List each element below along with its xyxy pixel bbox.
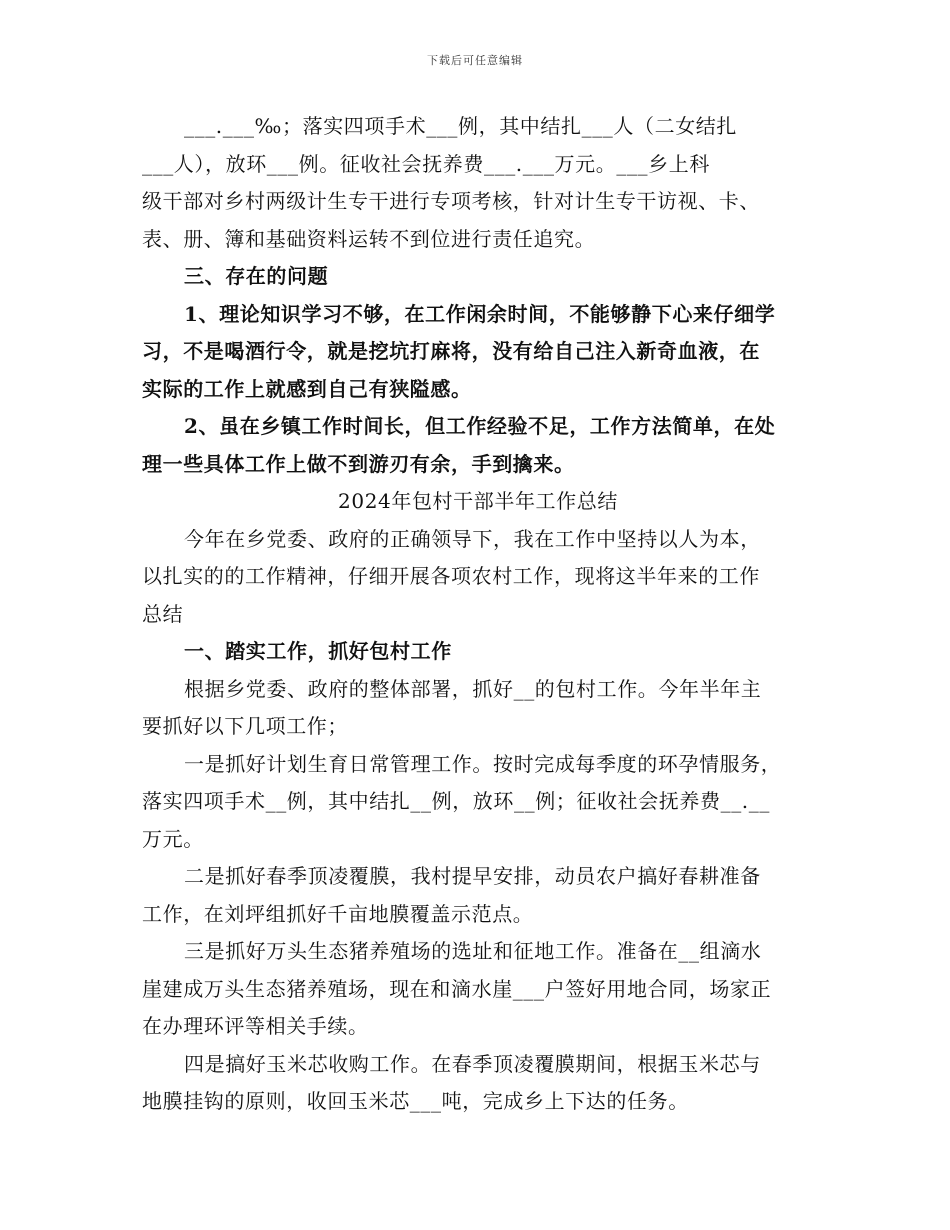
text-line: 在办理环评等相关手续。 [142,1014,369,1038]
text-line: 要抓好以下几项工作； [142,714,348,738]
section-heading: 一、踏实工作，抓好包村工作 [184,639,452,663]
section-heading: 三、存在的问题 [184,264,329,288]
text-line: 一是抓好计划生育日常管理工作。按时完成每季度的环孕情服务， [184,751,782,776]
text-line: 落实四项手术__例，其中结扎__例，放环__例；征收社会抚养费__.__ [142,789,770,813]
text-line: 三是抓好万头生态猪养殖场的选址和征地工作。准备在__组滴水 [184,939,762,963]
text-line: 表、册、簿和基础资料运转不到位进行责任追究。 [142,226,596,251]
text-line: ___人），放环___例。征收社会抚养费___.___万元。___乡上科 [142,151,710,176]
text-line: 理一些具体工作上做不到游刃有余，手到擒来。 [142,451,575,476]
text-line: 万元。 [142,826,204,851]
text-line: 以扎实的的工作精神，仔细开展各项农村工作，现将这半年来的工作 [142,564,760,588]
text-line: 习，不是喝酒行令，就是挖坑打麻将，没有给自己注入新奇血液，在 [142,339,760,363]
text-line: 实际的工作上就感到自己有狭隘感。 [142,376,472,401]
text-line: ___.___‰；落实四项手术___例，其中结扎___人（二女结扎 [184,114,737,138]
text-line: 2、虽在乡镇工作时间长，但工作经验不足，工作方法简单，在处 [184,414,776,438]
text-line: 根据乡党委、政府的整体部署，抓好__的包村工作。今年半年主 [184,676,762,701]
text-line: 级干部对乡村两级计生专干进行专项考核，针对计生专干访视、卡、 [142,189,760,213]
text-line: 1、理论知识学习不够，在工作闲余时间，不能够静下心来仔细学 [184,301,776,326]
text-line: 崖建成万头生态猪养殖场，现在和滴水崖___户签好用地合同，场家正 [142,976,772,1001]
document-body [142,108,814,1121]
page-header: 下载后可任意编辑 [427,54,523,67]
text-line: 四是搞好玉米芯收购工作。在春季顶凌覆膜期间，根据玉米芯与 [184,1051,761,1076]
text-line: 总结 [142,601,184,626]
text-line: 二是抓好春季顶凌覆膜，我村提早安排，动员农户搞好春耕准备 [184,864,761,888]
document-title: 2024年包村干部半年工作总结 [338,489,618,513]
text-line: 工作，在刘坪组抓好千亩地膜覆盖示范点。 [142,901,534,926]
text-line: 今年在乡党委、政府的正确领导下，我在工作中坚持以人为本， [184,526,761,551]
text-line: 地膜挂钩的原则，收回玉米芯___吨，完成乡上下达的任务。 [142,1089,689,1113]
